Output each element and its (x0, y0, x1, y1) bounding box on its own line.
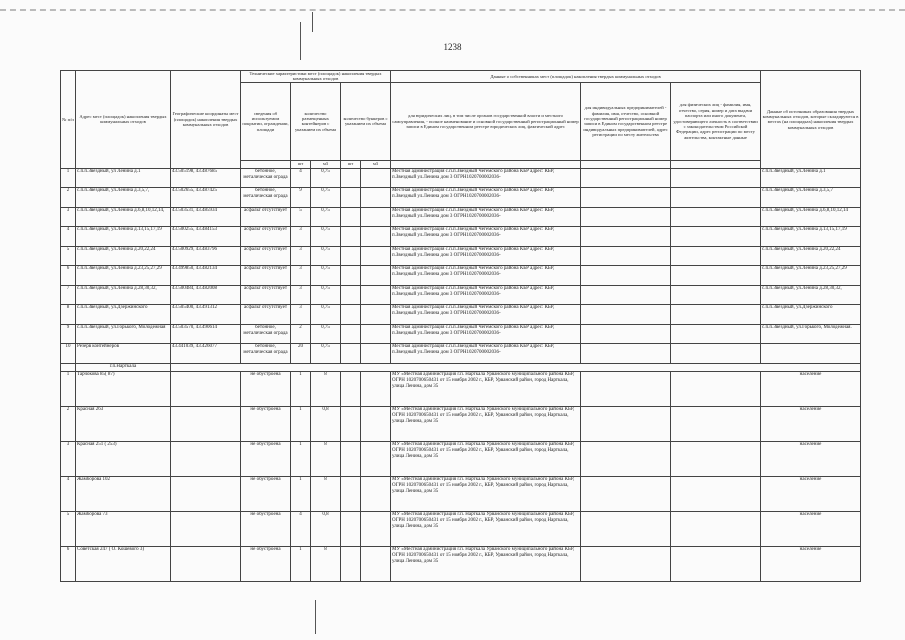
site-coordinates (171, 546, 241, 581)
owner-ip (581, 546, 671, 581)
units-blank (581, 160, 671, 168)
units-blank (391, 160, 581, 168)
header-owner: Данные о собственниках мест (площадок) накопления твердых коммунальных отходов (391, 71, 761, 83)
site-coverage: асфальт отсутствует (241, 207, 291, 227)
owner-phys (671, 406, 761, 441)
section-row (61, 363, 861, 371)
table-row (61, 406, 861, 441)
row-number: 3 (61, 441, 76, 476)
owner-phys (671, 511, 761, 546)
row-number: 1 (61, 168, 76, 188)
bunker-volume (361, 324, 391, 344)
site-coordinates (171, 476, 241, 511)
waste-source: с.п.п.Звездный, ул.Ленина д.13,15,17,19 (761, 227, 861, 247)
section-blank (61, 363, 76, 371)
site-coordinates: 43.502655, 43.487425 (171, 188, 241, 208)
bunker-count (341, 546, 361, 581)
container-count: 1 (291, 371, 311, 406)
owner-phys (671, 207, 761, 227)
owner-legal: Местная администрация с.п.п.Звездный Чегемского района КБР адрес: КБР, п.Звездный ул.Ленина дом 3 ОГРН1020700002036- (391, 285, 581, 305)
table-header-row (61, 71, 861, 83)
container-volume: 0,75 (311, 344, 341, 364)
section-title: г.п.Нарткала (76, 363, 171, 371)
bunker-count (341, 188, 361, 208)
row-number: 9 (61, 324, 76, 344)
bunker-count (341, 441, 361, 476)
bunker-volume (361, 227, 391, 247)
owner-legal: Местная администрация с.п.п.Звездный Чегемского района КБР адрес: КБР, п.Звездный ул.Ленина дом 3 ОГРН1020700002036- (391, 344, 581, 364)
waste-source: население (761, 406, 861, 441)
table-row (61, 371, 861, 406)
container-volume: 8 (311, 476, 341, 511)
owner-ip (581, 371, 671, 406)
header-containers: количество размещенных контейнеров с указанием их объема (291, 82, 341, 160)
owner-legal: МУ «Местная администрация г.п. Нарткала Урванского муниципального района КБР, ОГРН 1020700650431 от 15 ноября 2002 г., КБР, Урванский район, город Нарткала, улица Ленина, дом 35 (391, 546, 581, 581)
site-address: Резерв контейнеров (76, 344, 171, 364)
table-row (61, 285, 861, 305)
waste-source: с.п.п.Звездный, ул.Горького, Молодежная. (761, 324, 861, 344)
header-source: Данные об источниках образования твердых коммунальных отходов, которые складируются в местах (на площадках) накопления твердых коммунальных отходов (761, 71, 861, 169)
owner-ip (581, 511, 671, 546)
owner-legal: Местная администрация с.п.п.Звездный Чегемского района КБР адрес: КБР, п.Звездный ул.Ленина дом 3 ОГРН1020700002036- (391, 266, 581, 286)
scan-mark (312, 12, 313, 32)
site-coverage: асфальт отсутствует (241, 227, 291, 247)
row-number: 1 (61, 371, 76, 406)
site-coordinates: 43.500929, 43.483796 (171, 246, 241, 266)
site-address: Жамборова 73 (76, 511, 171, 546)
bunker-volume (361, 406, 391, 441)
container-count: 3 (291, 305, 311, 325)
owner-ip (581, 441, 671, 476)
table-row (61, 546, 861, 581)
scan-mark (300, 22, 301, 60)
header-geo: Географические координаты мест (площадок) накопления твердых коммунальных отходов (171, 71, 241, 169)
owner-phys (671, 266, 761, 286)
container-volume: 0,75 (311, 324, 341, 344)
container-volume: 0,8 (311, 406, 341, 441)
waste-source: население (761, 441, 861, 476)
container-count: 20 (291, 344, 311, 364)
owner-phys (671, 324, 761, 344)
bunker-count (341, 406, 361, 441)
unit-cell: шт (341, 160, 361, 168)
site-coverage: бетонное, металическая ограда (241, 188, 291, 208)
row-number: 2 (61, 406, 76, 441)
owner-phys (671, 546, 761, 581)
container-count: 1 (291, 476, 311, 511)
owner-phys (671, 188, 761, 208)
bunker-count (341, 305, 361, 325)
bunker-volume (361, 285, 391, 305)
site-coordinates (171, 441, 241, 476)
waste-source: население (761, 476, 861, 511)
container-volume: 8 (311, 371, 341, 406)
bunker-volume (361, 207, 391, 227)
table-row (61, 305, 861, 325)
owner-legal: Местная администрация с.п.п.Звездный Чегемского района КБР адрес: КБР, п.Звездный ул.Ленина дом 3 ОГРН1020700002036- (391, 246, 581, 266)
site-address: с.п.п.Звездный, ул.Дзержинского (76, 305, 171, 325)
table-row (61, 324, 861, 344)
bunker-count (341, 344, 361, 364)
site-address: Жамборова 102 (76, 476, 171, 511)
waste-source: с.п.п.Звездный, ул.Ленина д.23,25,27,29 (761, 266, 861, 286)
site-coverage: бетонное, металическая ограда (241, 168, 291, 188)
header-legal: для юридических лиц, в том числе органов государственной власти и местного самоуправления, - полное наименование и основной государственный регистрационный номер записи в Едином государственном реестре юридических лиц, фактический адрес (391, 82, 581, 160)
container-volume: 0,8 (311, 511, 341, 546)
section-blank (171, 363, 861, 371)
table-row (61, 476, 861, 511)
owner-legal: Местная администрация с.п.п.Звездный Чегемского района КБР адрес: КБР, п.Звездный ул.Ленина дом 3 ОГРН1020700002036- (391, 227, 581, 247)
owner-legal: МУ «Местная администрация г.п. Нарткала Урванского муниципального района КБР, ОГРН 1020700650431 от 15 ноября 2002 г., КБР, Урванский район, город Нарткала, улица Ленина, дом 35 (391, 511, 581, 546)
table-row (61, 441, 861, 476)
container-count: 3 (291, 285, 311, 305)
scan-top-edge (0, 9, 905, 11)
container-volume: 0,75 (311, 266, 341, 286)
header-ip: для индивидуальных предпринимателей - фамилия, имя, отчество, основной государственный регистрационный номер записи в Едином государственном реестре индивидуальных предпринимателей, адрес регистрации по месту жительства (581, 82, 671, 160)
row-number: 4 (61, 227, 76, 247)
owner-legal: МУ «Местная администрация г.п. Нарткала Урванского муниципального района КБР, ОГРН 1020700650431 от 15 ноября 2002 г., КБР, Урванский район, город Нарткала, улица Ленина, дом 35 (391, 406, 581, 441)
owner-ip (581, 344, 671, 364)
waste-source: население (761, 511, 861, 546)
site-coordinates: 43.505400, 43.491312 (171, 305, 241, 325)
site-address: с.п.п.Звездный, ул.Ленина д.20,22,24 (76, 246, 171, 266)
bunker-volume (361, 476, 391, 511)
container-count: 1 (291, 441, 311, 476)
bunker-count (341, 246, 361, 266)
container-count: 2 (291, 324, 311, 344)
site-address: Красная 251 ( 253) (76, 441, 171, 476)
table-row (61, 344, 861, 364)
bunker-volume (361, 266, 391, 286)
waste-sites-table (60, 70, 861, 582)
bunker-count (341, 371, 361, 406)
owner-legal: Местная администрация с.п.п.Звездный Чегемского района КБР адрес: КБР, п.Звездный ул.Ленина дом 3 ОГРН1020700002036- (391, 207, 581, 227)
container-count: 1 (291, 546, 311, 581)
owner-phys (671, 371, 761, 406)
bunker-count (341, 324, 361, 344)
scan-mark (315, 600, 316, 634)
container-volume: 0,75 (311, 305, 341, 325)
header-num: № п/п (61, 71, 76, 169)
container-volume: 0,75 (311, 188, 341, 208)
bunker-count (341, 285, 361, 305)
container-count: 3 (291, 246, 311, 266)
row-number: 10 (61, 344, 76, 364)
bunker-volume (361, 246, 391, 266)
table-row (61, 511, 861, 546)
site-coverage: асфальт отсутствует (241, 246, 291, 266)
owner-legal: МУ «Местная администрация г.п. Нарткала Урванского муниципального района КБР, ОГРН 1020700650431 от 15 ноября 2002 г., КБР, Урванский район, город Нарткала, улица Ленина, дом 35 (391, 441, 581, 476)
site-coverage: асфальт отсутствует (241, 266, 291, 286)
owner-ip (581, 305, 671, 325)
site-coordinates: 43.505198, 43.487685 (171, 168, 241, 188)
owner-legal: Местная администрация с.п.п.Звездный Чегемского района КБР адрес: КБР, п.Звездный ул.Ленина дом 3 ОГРН1020700002036- (391, 188, 581, 208)
site-coverage: не обустроена (241, 476, 291, 511)
waste-source: с.п.п.Звездный, ул.Ленина д.1 (761, 168, 861, 188)
site-coverage: асфальт отсутствует (241, 305, 291, 325)
bunker-count (341, 207, 361, 227)
table-row (61, 227, 861, 247)
site-coordinates: 43.500255, 43.484153 (171, 227, 241, 247)
container-count: 4 (291, 511, 311, 546)
bunker-count (341, 227, 361, 247)
container-volume: 8 (311, 441, 341, 476)
site-address: с.п.п.Звездный, ул Ленина д.1 (76, 168, 171, 188)
units-blank (241, 160, 291, 168)
table-row (61, 266, 861, 286)
site-coordinates: 43.499850, 43.482134 (171, 266, 241, 286)
site-address: Тарчокова 85( 87) (76, 371, 171, 406)
bunker-count (341, 168, 361, 188)
owner-legal: Местная администрация с.п.п.Звездный Чегемского района КБР адрес: КБР, п.Звездный ул.Ленина дом 3 ОГРН1020700002036- (391, 168, 581, 188)
row-number: 5 (61, 511, 76, 546)
owner-ip (581, 266, 671, 286)
owner-ip (581, 476, 671, 511)
header-tech: Технические характеристики мест (площадок) накопления твердых коммунальных отходов (241, 71, 391, 83)
waste-source: с.п.п.Звездный, ул.Ленина д.20,22,24 (761, 246, 861, 266)
container-volume: 0,75 (311, 227, 341, 247)
bunker-volume (361, 441, 391, 476)
site-address: Советская 247 ( О. Кошевого 3) (76, 546, 171, 581)
container-volume: 8 (311, 546, 341, 581)
waste-source (761, 344, 861, 364)
site-address: с.п.п.Звездный, ул.Ленина д.28,30,32, (76, 285, 171, 305)
site-coordinates: 43.441039, 43.426077 (171, 344, 241, 364)
container-volume: 0,75 (311, 207, 341, 227)
site-coverage: не обустроена (241, 406, 291, 441)
owner-ip (581, 207, 671, 227)
waste-source: с.п.п.Звездный, ул.Ленина д.28,30,32, (761, 285, 861, 305)
site-address: с.п.п.Звездный, ул.Горького, Молодежная (76, 324, 171, 344)
owner-ip (581, 188, 671, 208)
site-coverage: бетонное, металическая ограда (241, 344, 291, 364)
container-volume: 0,75 (311, 285, 341, 305)
site-coordinates (171, 371, 241, 406)
table-row (61, 207, 861, 227)
row-number: 3 (61, 207, 76, 227)
container-count: 9 (291, 188, 311, 208)
owner-phys (671, 227, 761, 247)
waste-source: с.п.п.Звездный, ул.Дзержинского (761, 305, 861, 325)
owner-legal: МУ «Местная администрация г.п. Нарткала Урванского муниципального района КБР, ОГРН 1020700650431 от 15 ноября 2002 г., КБР, Урванский район, город Нарткала, улица Ленина, дом 35 (391, 371, 581, 406)
container-count: 5 (291, 207, 311, 227)
site-address: Красная 263 (76, 406, 171, 441)
waste-source: население (761, 546, 861, 581)
container-count: 1 (291, 406, 311, 441)
table-row (61, 168, 861, 188)
owner-ip (581, 246, 671, 266)
bunker-volume (361, 188, 391, 208)
owner-ip (581, 285, 671, 305)
container-count: 3 (291, 227, 311, 247)
container-volume: 0,75 (311, 168, 341, 188)
row-number: 4 (61, 476, 76, 511)
bunker-count (341, 266, 361, 286)
waste-source: с.п.п.Звездный, ул.Ленина д.6,8,10,12,14 (761, 207, 861, 227)
owner-phys (671, 344, 761, 364)
waste-source: с.п.п.Звездный, ул.Ленина д.3,5,7 (761, 188, 861, 208)
owner-legal: МУ «Местная администрация г.п. Нарткала Урванского муниципального района КБР, ОГРН 1020700650431 от 15 ноября 2002 г., КБР, Урванский район, город Нарткала, улица Ленина, дом 35 (391, 476, 581, 511)
row-number: 5 (61, 246, 76, 266)
site-coverage: не обустроена (241, 546, 291, 581)
bunker-volume (361, 511, 391, 546)
bunker-volume (361, 546, 391, 581)
row-number: 6 (61, 546, 76, 581)
row-number: 2 (61, 188, 76, 208)
unit-cell: м3 (311, 160, 341, 168)
site-address: с.п.п.Звездный, ул.Ленина д.6,8,10,12,14, (76, 207, 171, 227)
container-count: 3 (291, 266, 311, 286)
header-phys: для физических лиц - фамилия, имя, отчество, серия, номер и дата выдачи паспорта или иного документа, удостоверяющего личность в соответствии с законодательством Российской Федерации, адрес регистрации по месту жительства, контактные данные (671, 82, 761, 160)
site-coordinates: 43.500484, 43.482008 (171, 285, 241, 305)
owner-phys (671, 168, 761, 188)
units-blank (671, 160, 761, 168)
owner-legal: Местная администрация с.п.п.Звездный Чегемского района КБР адрес: КБР, п.Звездный ул.Ленина дом 3 ОГРН1020700002036- (391, 305, 581, 325)
site-coordinates (171, 511, 241, 546)
waste-source: население (761, 371, 861, 406)
header-address: Адрес мест (площадок) накопления твердых коммунальных отходов (76, 71, 171, 169)
bunker-volume (361, 168, 391, 188)
site-coordinates: 43.503531, 43.485934 (171, 207, 241, 227)
owner-phys (671, 285, 761, 305)
site-coverage: асфальт отсутствует (241, 285, 291, 305)
bunker-volume (361, 371, 391, 406)
bunker-count (341, 511, 361, 546)
owner-legal: Местная администрация с.п.п.Звездный Чегемского района КБР адрес: КБР, п.Звездный ул.Ленина дом 3 ОГРН1020700002036- (391, 324, 581, 344)
owner-ip (581, 406, 671, 441)
row-number: 6 (61, 266, 76, 286)
bunker-volume (361, 344, 391, 364)
bunker-count (341, 476, 361, 511)
table-row (61, 188, 861, 208)
site-address: с.п.п.Звездный, ул.Ленина д.3,5,7, (76, 188, 171, 208)
site-address: с.п.п.Звездный, ул.Ленина д.13,15,17,19 (76, 227, 171, 247)
container-count: 4 (291, 168, 311, 188)
owner-ip (581, 227, 671, 247)
unit-cell: шт (291, 160, 311, 168)
header-coverage: сведения об используемом покрытии, ограждении, площади (241, 82, 291, 160)
owner-phys (671, 441, 761, 476)
site-coverage: не обустроена (241, 441, 291, 476)
owner-ip (581, 168, 671, 188)
site-coverage: бетонное, металическая ограда (241, 324, 291, 344)
site-address: с.п.п.Звездный, ул.Ленина д.23,25,27,29 (76, 266, 171, 286)
site-coverage: не обустроена (241, 371, 291, 406)
table-row (61, 246, 861, 266)
site-coordinates: 43.503570, 43.490614 (171, 324, 241, 344)
site-coverage: не обустроена (241, 511, 291, 546)
owner-phys (671, 305, 761, 325)
row-number: 8 (61, 305, 76, 325)
container-volume: 0,75 (311, 246, 341, 266)
row-number: 7 (61, 285, 76, 305)
header-bunkers: количество бункеров с указанием их объема (341, 82, 391, 160)
page-number: 1238 (443, 42, 462, 52)
unit-cell: м3 (361, 160, 391, 168)
owner-ip (581, 324, 671, 344)
owner-phys (671, 476, 761, 511)
owner-phys (671, 246, 761, 266)
bunker-volume (361, 305, 391, 325)
site-coordinates (171, 406, 241, 441)
